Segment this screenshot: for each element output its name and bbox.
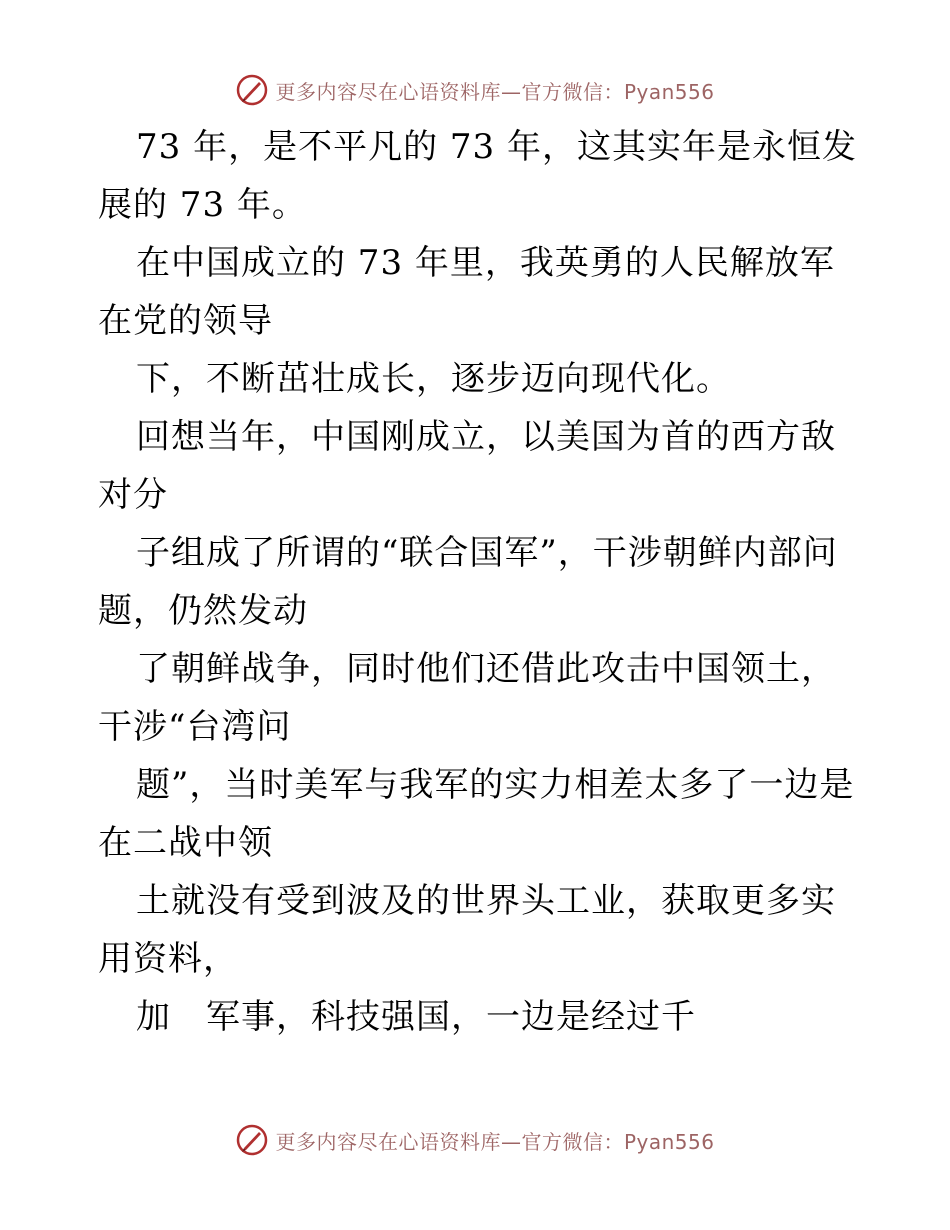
paragraph: 在中国成立的 73 年里，我英勇的人民解放军在党的领导 — [98, 243, 835, 341]
paragraph: 73 年，是不平凡的 73 年，这其实年是永恒发展的 73 年。 — [98, 127, 857, 225]
footer-watermark — [0, 1120, 950, 1160]
header-watermark — [0, 70, 950, 110]
paragraph: 下，不断茁壮成长，逐步迈向现代化。 — [136, 359, 731, 399]
paragraph: 了朝鲜战争，同时他们还借此攻击中国领土，干涉“台湾问 — [98, 649, 836, 747]
quill-logo-icon — [235, 1123, 269, 1157]
watermark-text: 更多内容尽在心语资料库—官方微信：Pyan556 — [275, 1129, 715, 1154]
paragraph: 土就没有受到波及的世界头工业，获取更多实用资料， — [98, 881, 836, 979]
paragraph: 回想当年，中国刚成立，以美国为首的西方敌对分 — [98, 417, 836, 515]
paragraph: 子组成了所谓的“联合国军”，干涉朝鲜内部问题，仍然发动 — [98, 533, 838, 631]
quill-logo-icon — [235, 73, 269, 107]
paragraph: 加 军事，科技强国，一边是经过千 — [136, 997, 696, 1037]
document-body — [98, 118, 858, 1046]
watermark-text: 更多内容尽在心语资料库—官方微信：Pyan556 — [275, 79, 715, 104]
paragraph: 题”，当时美军与我军的实力相差太多了一边是在二战中领 — [98, 765, 855, 863]
